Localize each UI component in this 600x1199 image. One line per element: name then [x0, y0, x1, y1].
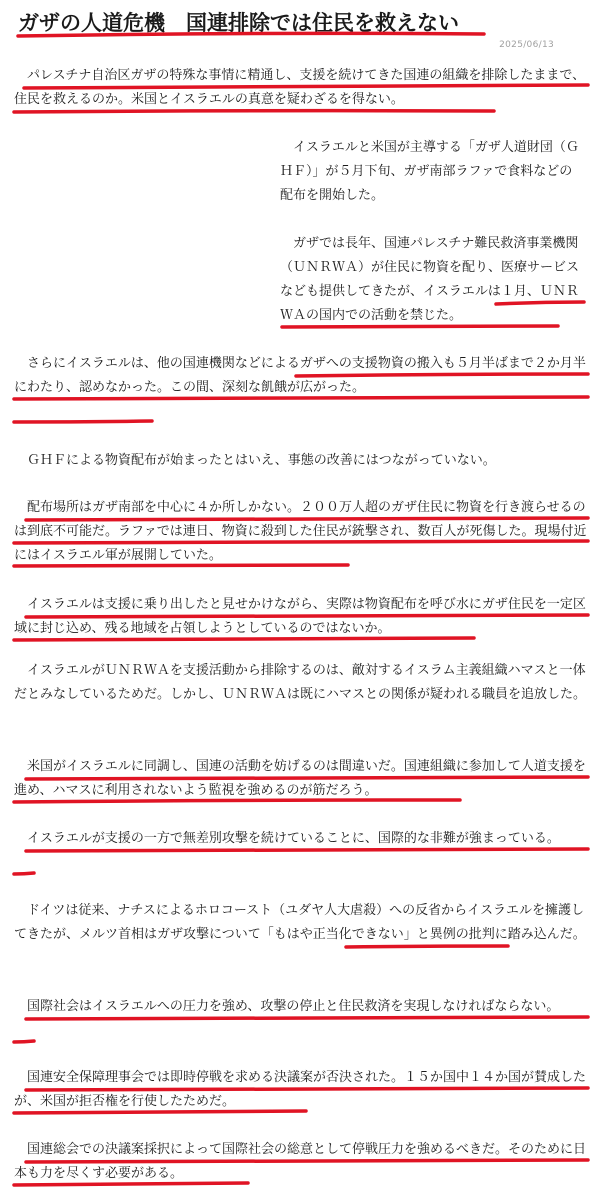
article-paragraph: 国際社会はイスラエルへの圧力を強め、攻撃の停止と住民救済を実現しなければならない。 — [14, 999, 560, 1014]
article-paragraph: イスラエルが支援の一方で無差別攻撃を続けていることに、国際的な非難が強まっている。 — [14, 831, 560, 846]
underline-mark — [14, 1041, 34, 1042]
article-paragraph: 配布場所はガザ南部を中心に４か所しかない。２００万人超のガザ住民に物資を行き渡らせるのは到底不可能だ。ラファでは連日、物資に殺到した住民が銃撃され、数百人が死傷した。現場付近にはイスラエル軍が展開していた。 — [14, 500, 587, 563]
article-paragraph: ドイツは従来、ナチスによるホロコースト（ユダヤ人大虐殺）への反省からイスラエルを擁護してきたが、メルツ首相はガザ攻撃について「もはや正当化できない」と異例の批判に踏み込んだ。 — [14, 903, 586, 942]
article-date: 2025/06/13 — [499, 40, 554, 50]
article-title: ガザの人道危機 国連排除では住民を救えない — [18, 11, 459, 35]
article-paragraph: 米国がイスラエルに同調し、国連の活動を妨げるのは間違いだ。国連組織に参加して人道支援を進め、ハマスに利用されないよう監視を強めるのが筋だろう。 — [14, 759, 586, 798]
article-paragraph: ガザでは長年、国連パレスチナ難民救済事業機関（ＵＮＲＷＡ）が住民に物資を配り、医療サービスなども提供してきたが、イスラエルは１月、ＵＮＲＷＡの国内での活動を禁じた。 — [280, 236, 580, 323]
underline-mark — [14, 421, 152, 422]
article-paragraph: イスラエルがＵＮＲＷＡを支援活動から排除するのは、敵対するイスラム主義組織ハマスと一体だとみなしているためだ。しかし、ＵＮＲＷＡは既にハマスとの関係が疑われる職員を追放した。 — [14, 663, 587, 702]
article-paragraph: イスラエルと米国が主導する「ガザ人道財団（ＧＨＦ）」が５月下旬、ガザ南部ラファで食料などの配布を開始した。 — [280, 140, 579, 203]
article-paragraph: イスラエルは支援に乗り出したと見せかけながら、実際は物資配布を呼び水にガザ住民を一定区域に封じ込め、残る地域を占領しようとしているのではないか。 — [14, 597, 586, 636]
article-paragraph: 国連総会での決議案採択によって国際社会の総意として停戦圧力を強めるべきだ。そのために日本も力を尽くす必要がある。 — [14, 1142, 587, 1181]
article-paragraph: さらにイスラエルは、他の国連機関などによるガザへの支援物資の搬入も５月半ばまで２か月半にわたり、認めなかった。この間、深刻な飢餓が広がった。 — [14, 356, 586, 395]
article-paragraph: パレスチナ自治区ガザの特殊な事情に精通し、支援を続けてきた国連の組織を排除したままで、住民を救えるのか。米国とイスラエルの真意を疑わざるを得ない。 — [14, 68, 586, 107]
article-paragraph: ＧＨＦによる物資配布が始まったとはいえ、事態の改善にはつながっていない。 — [14, 453, 496, 468]
underline-mark — [14, 873, 34, 874]
article-paragraph: 国連安全保障理事会では即時停戦を求める決議案が否決された。１５か国中１４か国が賛成したが、米国が拒否権を行使したためだ。 — [14, 1070, 587, 1109]
